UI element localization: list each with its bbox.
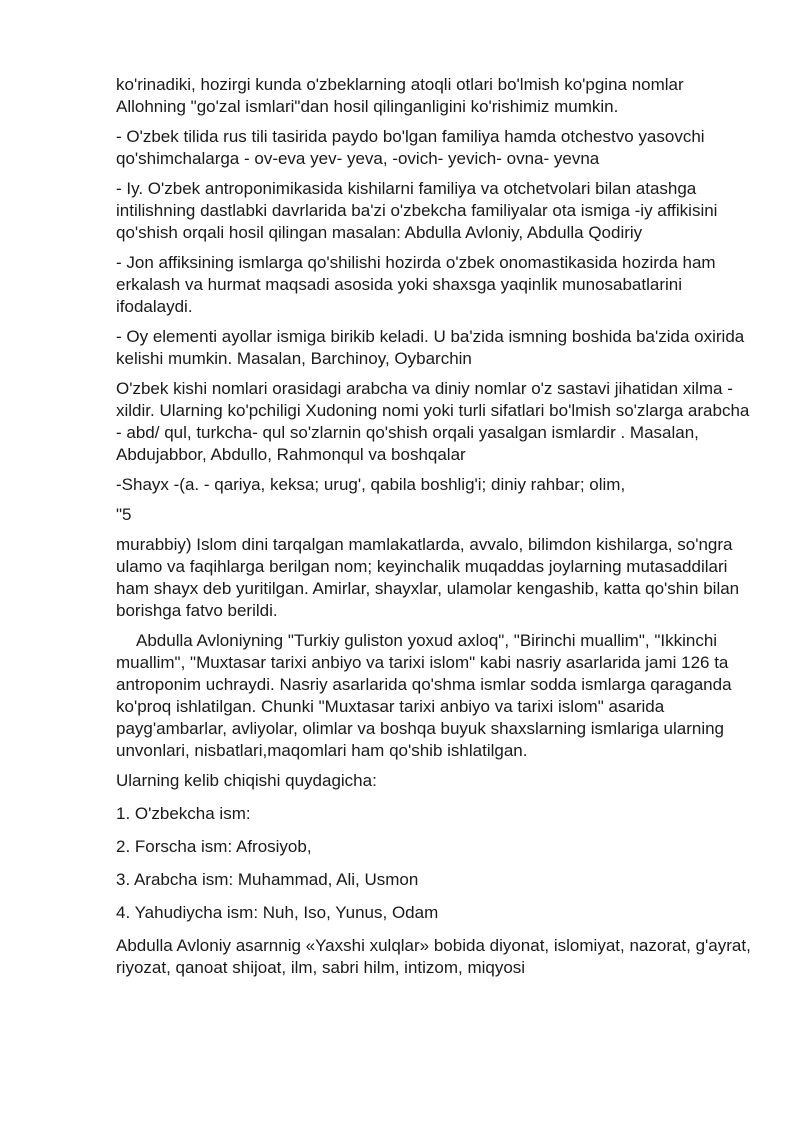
list-item-uzbek: 1. O'zbekcha ism: xyxy=(116,804,251,823)
paragraph-arabic-names: O'zbek kishi nomlari orasidagi arabcha va diniy nomlar o'z sastavi jihatidan xilma -xildir. Ularning ko'pchiligi Xudoning nomi yoki turli sifatlari bo'lmish so'zlarga arabcha - abd/ qul, turkcha- qul so'zlarnin qo'shish orqali yasalgan ismlardir . Masalan, Abdujabbor, Abdullo, Rahmonqul va boshqalar xyxy=(116,379,750,464)
paragraph-origin-intro: Ularning kelib chiqishi quydagicha: xyxy=(116,771,377,790)
list-item-arabic: 3. Arabcha ism: Muhammad, Ali, Usmon xyxy=(116,870,419,889)
document-page xyxy=(116,74,752,987)
paragraph-russian-suffixes: - O'zbek tilida rus tili tasirida paydo bo'lgan familiya hamda otchestvo yasovchi qo'shimchalarga - ov-eva yev- yeva, -ovich- yevich- ovna- yevna xyxy=(116,127,705,168)
paragraph-murabbiy: murabbiy) Islom dini tarqalgan mamlakatlarda, avvalo, bilimdon kishilarga, so'ngra ulamo va faqihlarga berilgan nom; keyinchalik muqaddas joylarning mutasaddilari ham shayx deb yuritilgan. Amirlar, shayxlar, ulamolar kengashib, katta qo'shin bilan borishga fatvo berildi. xyxy=(116,535,740,620)
paragraph-yaxshi-xulqlar: Abdulla Avloniy asarnnig «Yaxshi xulqlar» bobida diyonat, islomiyat, nazorat, g'ayrat, riyozat, qanoat shijoat, ilm, sabri hilm, intizom, miqyosi xyxy=(116,936,751,977)
paragraph-stray-mark: "5 xyxy=(116,505,132,524)
paragraph-jon-affix: - Jon affiksining ismlarga qo'shilishi hozirda o'zbek onomastikasida hozirda ham erkalash va hurmat maqsadi asosida yoki shaxsga yaqinlik munosabatlarini ifodalaydi. xyxy=(116,253,716,316)
paragraph-intro: ko'rinadiki, hozirgi kunda o'zbeklarning atoqli otlari bo'lmish ko'pgina nomlar Allohning "go'zal ismlari"dan hosil qilinganligini ko'rishimiz mumkin. xyxy=(116,75,684,116)
paragraph-shayx: -Shayx -(a. - qariya, keksa; urug', qabila boshlig'i; diniy rahbar; olim, xyxy=(116,475,626,494)
list-item-persian: 2. Forscha ism: Afrosiyob, xyxy=(116,837,312,856)
list-item-hebrew: 4. Yahudiycha ism: Nuh, Iso, Yunus, Odam xyxy=(116,903,439,922)
paragraph-avloniy-works: Abdulla Avloniyning "Turkiy guliston yoxud axloq", "Birinchi muallim", "Ikkinchi muallim", "Muxtasar tarixi anbiyo va tarixi islom" kabi nasriy asarlarida jami 126 ta antroponim uchraydi. Nasriy asarlarida qo'shma ismlar sodda ismlarga qaraganda ko'proq ishlatilgan. Chunki "Muxtasar tarixi anbiyo va tarixi islom" asarida payg'ambarlar, avliyolar, olimlar va boshqa buyuk shaxslarning ismlariga ularning unvonlari, nisbatlari,maqomlari ham qo'shib ishlatilgan. xyxy=(116,631,732,760)
paragraph-iy-affix: - Iy. O'zbek antroponimikasida kishilarni familiya va otchetvolari bilan atashga intilishning dastlabki davrlarida ba'zi o'zbekcha familiyalar ota ismiga -iy affikisini qo'shish orqali hosil qilingan masalan: Abdulla Avloniy, Abdulla Qodiriy xyxy=(116,179,718,242)
paragraph-oy-element: - Oy elementi ayollar ismiga birikib keladi. U ba'zida ismning boshida ba'zida oxirida kelishi mumkin. Masalan, Barchinoy, Oybarchin xyxy=(116,327,745,368)
